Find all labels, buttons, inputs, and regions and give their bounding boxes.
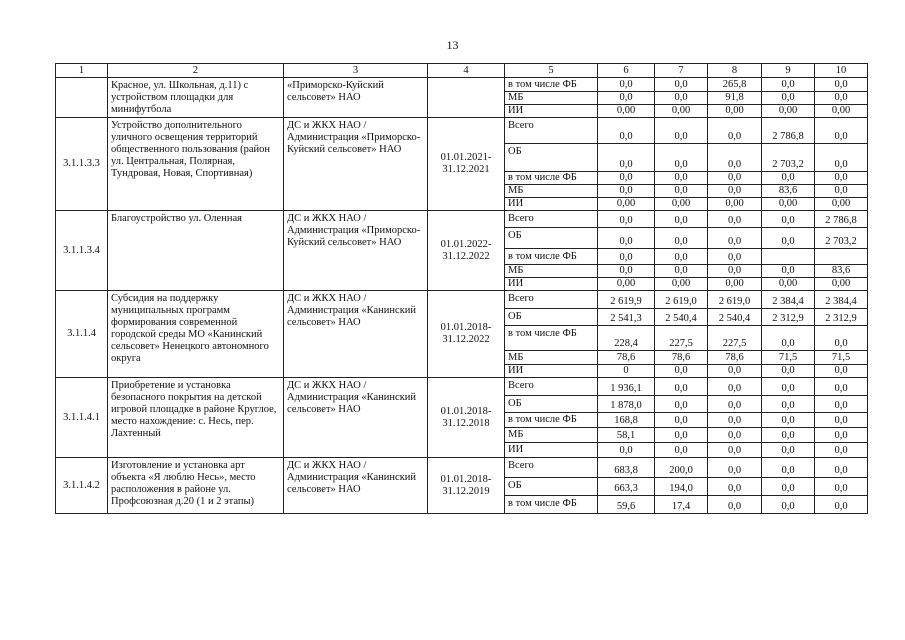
table-row bbox=[56, 458, 868, 478]
amount-cell: 0,0 bbox=[708, 228, 762, 249]
amount-cell: 0,0 bbox=[762, 228, 815, 249]
amount-cell: 0,0 bbox=[708, 458, 762, 478]
amount-cell: 0,0 bbox=[815, 185, 868, 198]
amount-cell: 2 703,2 bbox=[762, 144, 815, 172]
amount-cell: 0,0 bbox=[708, 378, 762, 396]
funding-source: в том числе ФБ bbox=[505, 413, 598, 428]
amount-cell: 2 312,9 bbox=[762, 309, 815, 326]
amount-cell: 2 786,8 bbox=[815, 211, 868, 228]
amount-cell: 0,0 bbox=[708, 428, 762, 443]
amount-cell: 0,0 bbox=[708, 249, 762, 265]
amount-cell: 0,00 bbox=[762, 198, 815, 211]
amount-cell: 17,4 bbox=[655, 496, 708, 514]
amount-cell: 0,0 bbox=[708, 144, 762, 172]
table-row bbox=[56, 118, 868, 144]
funding-source: ИИ bbox=[505, 443, 598, 458]
item-executor: «Приморско-Куйский сельсовет» НАО bbox=[284, 78, 428, 118]
amount-cell: 0,0 bbox=[655, 78, 708, 92]
amount-cell: 0,0 bbox=[708, 172, 762, 185]
funding-source: в том числе ФБ bbox=[505, 496, 598, 514]
amount-cell: 0,0 bbox=[598, 185, 655, 198]
funding-source: в том числе ФБ bbox=[505, 326, 598, 351]
amount-cell: 0,0 bbox=[762, 265, 815, 278]
amount-cell: 227,5 bbox=[708, 326, 762, 351]
funding-source: ОБ bbox=[505, 228, 598, 249]
amount-cell: 0,00 bbox=[815, 278, 868, 291]
amount-cell: 0,0 bbox=[815, 378, 868, 396]
amount-cell: 0,0 bbox=[655, 144, 708, 172]
amount-cell: 227,5 bbox=[655, 326, 708, 351]
amount-cell: 91,8 bbox=[708, 92, 762, 105]
table-row bbox=[56, 291, 868, 309]
amount-cell: 0,0 bbox=[762, 396, 815, 413]
funding-source: МБ bbox=[505, 351, 598, 365]
amount-cell: 0,0 bbox=[655, 443, 708, 458]
amount-cell: 0,00 bbox=[708, 198, 762, 211]
amount-cell: 0,0 bbox=[598, 118, 655, 144]
funding-source: в том числе ФБ bbox=[505, 172, 598, 185]
column-header: 4 bbox=[428, 64, 505, 78]
amount-cell: 0,0 bbox=[708, 211, 762, 228]
amount-cell: 0,0 bbox=[708, 413, 762, 428]
amount-cell: 2 619,9 bbox=[598, 291, 655, 309]
amount-cell: 0,0 bbox=[655, 211, 708, 228]
amount-cell: 0,0 bbox=[655, 228, 708, 249]
amount-cell: 0,00 bbox=[598, 198, 655, 211]
amount-cell: 0,0 bbox=[815, 413, 868, 428]
amount-cell: 0,00 bbox=[762, 278, 815, 291]
funding-source: ОБ bbox=[505, 396, 598, 413]
column-header: 5 bbox=[505, 64, 598, 78]
amount-cell: 0,0 bbox=[815, 428, 868, 443]
amount-cell: 71,5 bbox=[762, 351, 815, 365]
item-code: 3.1.1.4.2 bbox=[56, 458, 108, 514]
amount-cell: 83,6 bbox=[815, 265, 868, 278]
table-row bbox=[56, 211, 868, 228]
amount-cell: 0,0 bbox=[655, 172, 708, 185]
amount-cell: 0,0 bbox=[762, 78, 815, 92]
amount-cell: 0,0 bbox=[815, 92, 868, 105]
column-header: 7 bbox=[655, 64, 708, 78]
item-name: Устройство дополнительного уличного освещения территорий общественного пользования (район ул. Центральная, Полярная, Тундровая, Новая, Спортивная) bbox=[108, 118, 284, 211]
amount-cell: 194,0 bbox=[655, 478, 708, 496]
amount-cell: 0,00 bbox=[708, 278, 762, 291]
amount-cell: 0,00 bbox=[762, 105, 815, 118]
amount-cell: 0,0 bbox=[655, 265, 708, 278]
amount-cell: 0,0 bbox=[815, 396, 868, 413]
amount-cell: 0,00 bbox=[598, 105, 655, 118]
amount-cell: 0,0 bbox=[598, 172, 655, 185]
amount-cell: 2 786,8 bbox=[762, 118, 815, 144]
amount-cell: 0,00 bbox=[655, 198, 708, 211]
column-header: 10 bbox=[815, 64, 868, 78]
amount-cell bbox=[815, 249, 868, 265]
amount-cell: 0,0 bbox=[655, 249, 708, 265]
amount-cell: 0,0 bbox=[655, 185, 708, 198]
amount-cell: 1 878,0 bbox=[598, 396, 655, 413]
amount-cell: 78,6 bbox=[708, 351, 762, 365]
amount-cell: 58,1 bbox=[598, 428, 655, 443]
item-period: 01.01.2018-31.12.2022 bbox=[428, 291, 505, 378]
amount-cell: 0,00 bbox=[815, 105, 868, 118]
amount-cell: 0,0 bbox=[815, 458, 868, 478]
item-code bbox=[56, 78, 108, 118]
amount-cell: 0,0 bbox=[655, 413, 708, 428]
amount-cell: 78,6 bbox=[655, 351, 708, 365]
funding-source: МБ bbox=[505, 92, 598, 105]
item-period: 01.01.2018-31.12.2018 bbox=[428, 378, 505, 458]
amount-cell: 2 384,4 bbox=[762, 291, 815, 309]
item-executor: ДС и ЖКХ НАО / Администрация «Канинский сельсовет» НАО bbox=[284, 291, 428, 378]
item-executor: ДС и ЖКХ НАО / Администрация «Приморско-Куйский сельсовет» НАО bbox=[284, 118, 428, 211]
amount-cell: 663,3 bbox=[598, 478, 655, 496]
item-code: 3.1.1.3.4 bbox=[56, 211, 108, 291]
amount-cell: 0,0 bbox=[762, 443, 815, 458]
amount-cell: 0,00 bbox=[598, 278, 655, 291]
funding-table bbox=[55, 63, 868, 514]
item-executor: ДС и ЖКХ НАО / Администрация «Приморско-Куйский сельсовет» НАО bbox=[284, 211, 428, 291]
amount-cell: 0,0 bbox=[762, 428, 815, 443]
amount-cell: 0,0 bbox=[598, 265, 655, 278]
amount-cell: 0,0 bbox=[655, 428, 708, 443]
table-row bbox=[56, 78, 868, 92]
funding-source: ИИ bbox=[505, 278, 598, 291]
item-name: Изготовление и установка арт объекта «Я люблю Несь», место расположения в районе ул. Профсоюзная д.20 (1 и 2 этапы) bbox=[108, 458, 284, 514]
amount-cell: 0,0 bbox=[815, 172, 868, 185]
amount-cell: 0,0 bbox=[655, 396, 708, 413]
funding-source: МБ bbox=[505, 265, 598, 278]
amount-cell bbox=[762, 249, 815, 265]
item-period: 01.01.2018-31.12.2019 bbox=[428, 458, 505, 514]
amount-cell: 0,00 bbox=[655, 278, 708, 291]
amount-cell: 0,0 bbox=[762, 326, 815, 351]
amount-cell: 0,0 bbox=[655, 378, 708, 396]
column-header: 3 bbox=[284, 64, 428, 78]
amount-cell: 0,0 bbox=[815, 118, 868, 144]
amount-cell: 0,00 bbox=[708, 105, 762, 118]
amount-cell: 0,0 bbox=[708, 365, 762, 378]
amount-cell: 83,6 bbox=[762, 185, 815, 198]
funding-source: Всего bbox=[505, 291, 598, 309]
column-header: 9 bbox=[762, 64, 815, 78]
amount-cell: 168,8 bbox=[598, 413, 655, 428]
funding-source: МБ bbox=[505, 428, 598, 443]
amount-cell: 0,0 bbox=[708, 443, 762, 458]
amount-cell: 0,0 bbox=[815, 78, 868, 92]
amount-cell: 0,0 bbox=[762, 365, 815, 378]
item-executor: ДС и ЖКХ НАО / Администрация «Канинский сельсовет» НАО bbox=[284, 458, 428, 514]
column-header: 2 bbox=[108, 64, 284, 78]
item-period bbox=[428, 78, 505, 118]
amount-cell: 0,0 bbox=[708, 265, 762, 278]
amount-cell: 2 312,9 bbox=[815, 309, 868, 326]
amount-cell: 0,0 bbox=[598, 144, 655, 172]
amount-cell: 0,0 bbox=[708, 118, 762, 144]
header-row bbox=[56, 64, 868, 78]
amount-cell: 0,0 bbox=[708, 496, 762, 514]
item-period: 01.01.2021-31.12.2021 bbox=[428, 118, 505, 211]
amount-cell: 0,0 bbox=[762, 378, 815, 396]
amount-cell: 2 540,4 bbox=[655, 309, 708, 326]
amount-cell: 0,0 bbox=[655, 118, 708, 144]
item-executor: ДС и ЖКХ НАО / Администрация «Канинский сельсовет» НАО bbox=[284, 378, 428, 458]
funding-source: Всего bbox=[505, 118, 598, 144]
column-header: 8 bbox=[708, 64, 762, 78]
amount-cell: 0,00 bbox=[655, 105, 708, 118]
funding-source: МБ bbox=[505, 185, 598, 198]
amount-cell: 0 bbox=[598, 365, 655, 378]
amount-cell: 265,8 bbox=[708, 78, 762, 92]
amount-cell: 2 540,4 bbox=[708, 309, 762, 326]
amount-cell: 0,0 bbox=[708, 478, 762, 496]
funding-source: ИИ bbox=[505, 365, 598, 378]
amount-cell: 0,0 bbox=[762, 458, 815, 478]
item-name: Приобретение и установка безопасного покрытия на детской игровой площадке в районе Круглое, место нахождение: с. Несь, пер. Лахтенный bbox=[108, 378, 284, 458]
funding-source: ОБ bbox=[505, 309, 598, 326]
amount-cell: 0,00 bbox=[815, 198, 868, 211]
amount-cell: 0,0 bbox=[655, 365, 708, 378]
funding-source: в том числе ФБ bbox=[505, 249, 598, 265]
column-header: 6 bbox=[598, 64, 655, 78]
amount-cell: 2 384,4 bbox=[815, 291, 868, 309]
amount-cell: 2 619,0 bbox=[708, 291, 762, 309]
amount-cell: 0,0 bbox=[762, 211, 815, 228]
funding-source: ОБ bbox=[505, 478, 598, 496]
funding-source: Всего bbox=[505, 458, 598, 478]
amount-cell: 0,0 bbox=[815, 365, 868, 378]
item-name: Субсидия на поддержку муниципальных программ формирования современной городской среды МО «Канинский сельсовет» Ненецкого автономного округа bbox=[108, 291, 284, 378]
amount-cell: 0,0 bbox=[598, 211, 655, 228]
amount-cell: 200,0 bbox=[655, 458, 708, 478]
amount-cell: 2 703,2 bbox=[815, 228, 868, 249]
amount-cell: 0,0 bbox=[762, 172, 815, 185]
amount-cell: 78,6 bbox=[598, 351, 655, 365]
column-header: 1 bbox=[56, 64, 108, 78]
item-code: 3.1.1.4 bbox=[56, 291, 108, 378]
funding-source: ОБ bbox=[505, 144, 598, 172]
amount-cell: 0,0 bbox=[708, 396, 762, 413]
amount-cell: 0,0 bbox=[762, 413, 815, 428]
amount-cell: 0,0 bbox=[598, 443, 655, 458]
funding-source: Всего bbox=[505, 378, 598, 396]
funding-source: Всего bbox=[505, 211, 598, 228]
amount-cell: 0,0 bbox=[815, 496, 868, 514]
item-code: 3.1.1.4.1 bbox=[56, 378, 108, 458]
amount-cell: 2 619,0 bbox=[655, 291, 708, 309]
amount-cell: 0,0 bbox=[708, 185, 762, 198]
amount-cell: 0,0 bbox=[598, 78, 655, 92]
funding-source: ИИ bbox=[505, 198, 598, 211]
amount-cell: 0,0 bbox=[598, 92, 655, 105]
amount-cell: 0,0 bbox=[815, 144, 868, 172]
funding-source: в том числе ФБ bbox=[505, 78, 598, 92]
item-name: Красное, ул. Школьная, д.11) с устройством площадки для минифутбола bbox=[108, 78, 284, 118]
funding-source: ИИ bbox=[505, 105, 598, 118]
page-number: 13 bbox=[446, 38, 459, 52]
amount-cell: 2 541,3 bbox=[598, 309, 655, 326]
amount-cell: 59,6 bbox=[598, 496, 655, 514]
item-period: 01.01.2022-31.12.2022 bbox=[428, 211, 505, 291]
amount-cell: 0,0 bbox=[762, 478, 815, 496]
amount-cell: 0,0 bbox=[762, 496, 815, 514]
amount-cell: 0,0 bbox=[598, 228, 655, 249]
amount-cell: 0,0 bbox=[815, 478, 868, 496]
amount-cell: 0,0 bbox=[598, 249, 655, 265]
amount-cell: 683,8 bbox=[598, 458, 655, 478]
amount-cell: 228,4 bbox=[598, 326, 655, 351]
amount-cell: 0,0 bbox=[815, 326, 868, 351]
amount-cell: 0,0 bbox=[655, 92, 708, 105]
item-code: 3.1.1.3.3 bbox=[56, 118, 108, 211]
item-name: Благоустройство ул. Оленная bbox=[108, 211, 284, 291]
amount-cell: 1 936,1 bbox=[598, 378, 655, 396]
amount-cell: 0,0 bbox=[815, 443, 868, 458]
table-row bbox=[56, 378, 868, 396]
amount-cell: 0,0 bbox=[762, 92, 815, 105]
amount-cell: 71,5 bbox=[815, 351, 868, 365]
